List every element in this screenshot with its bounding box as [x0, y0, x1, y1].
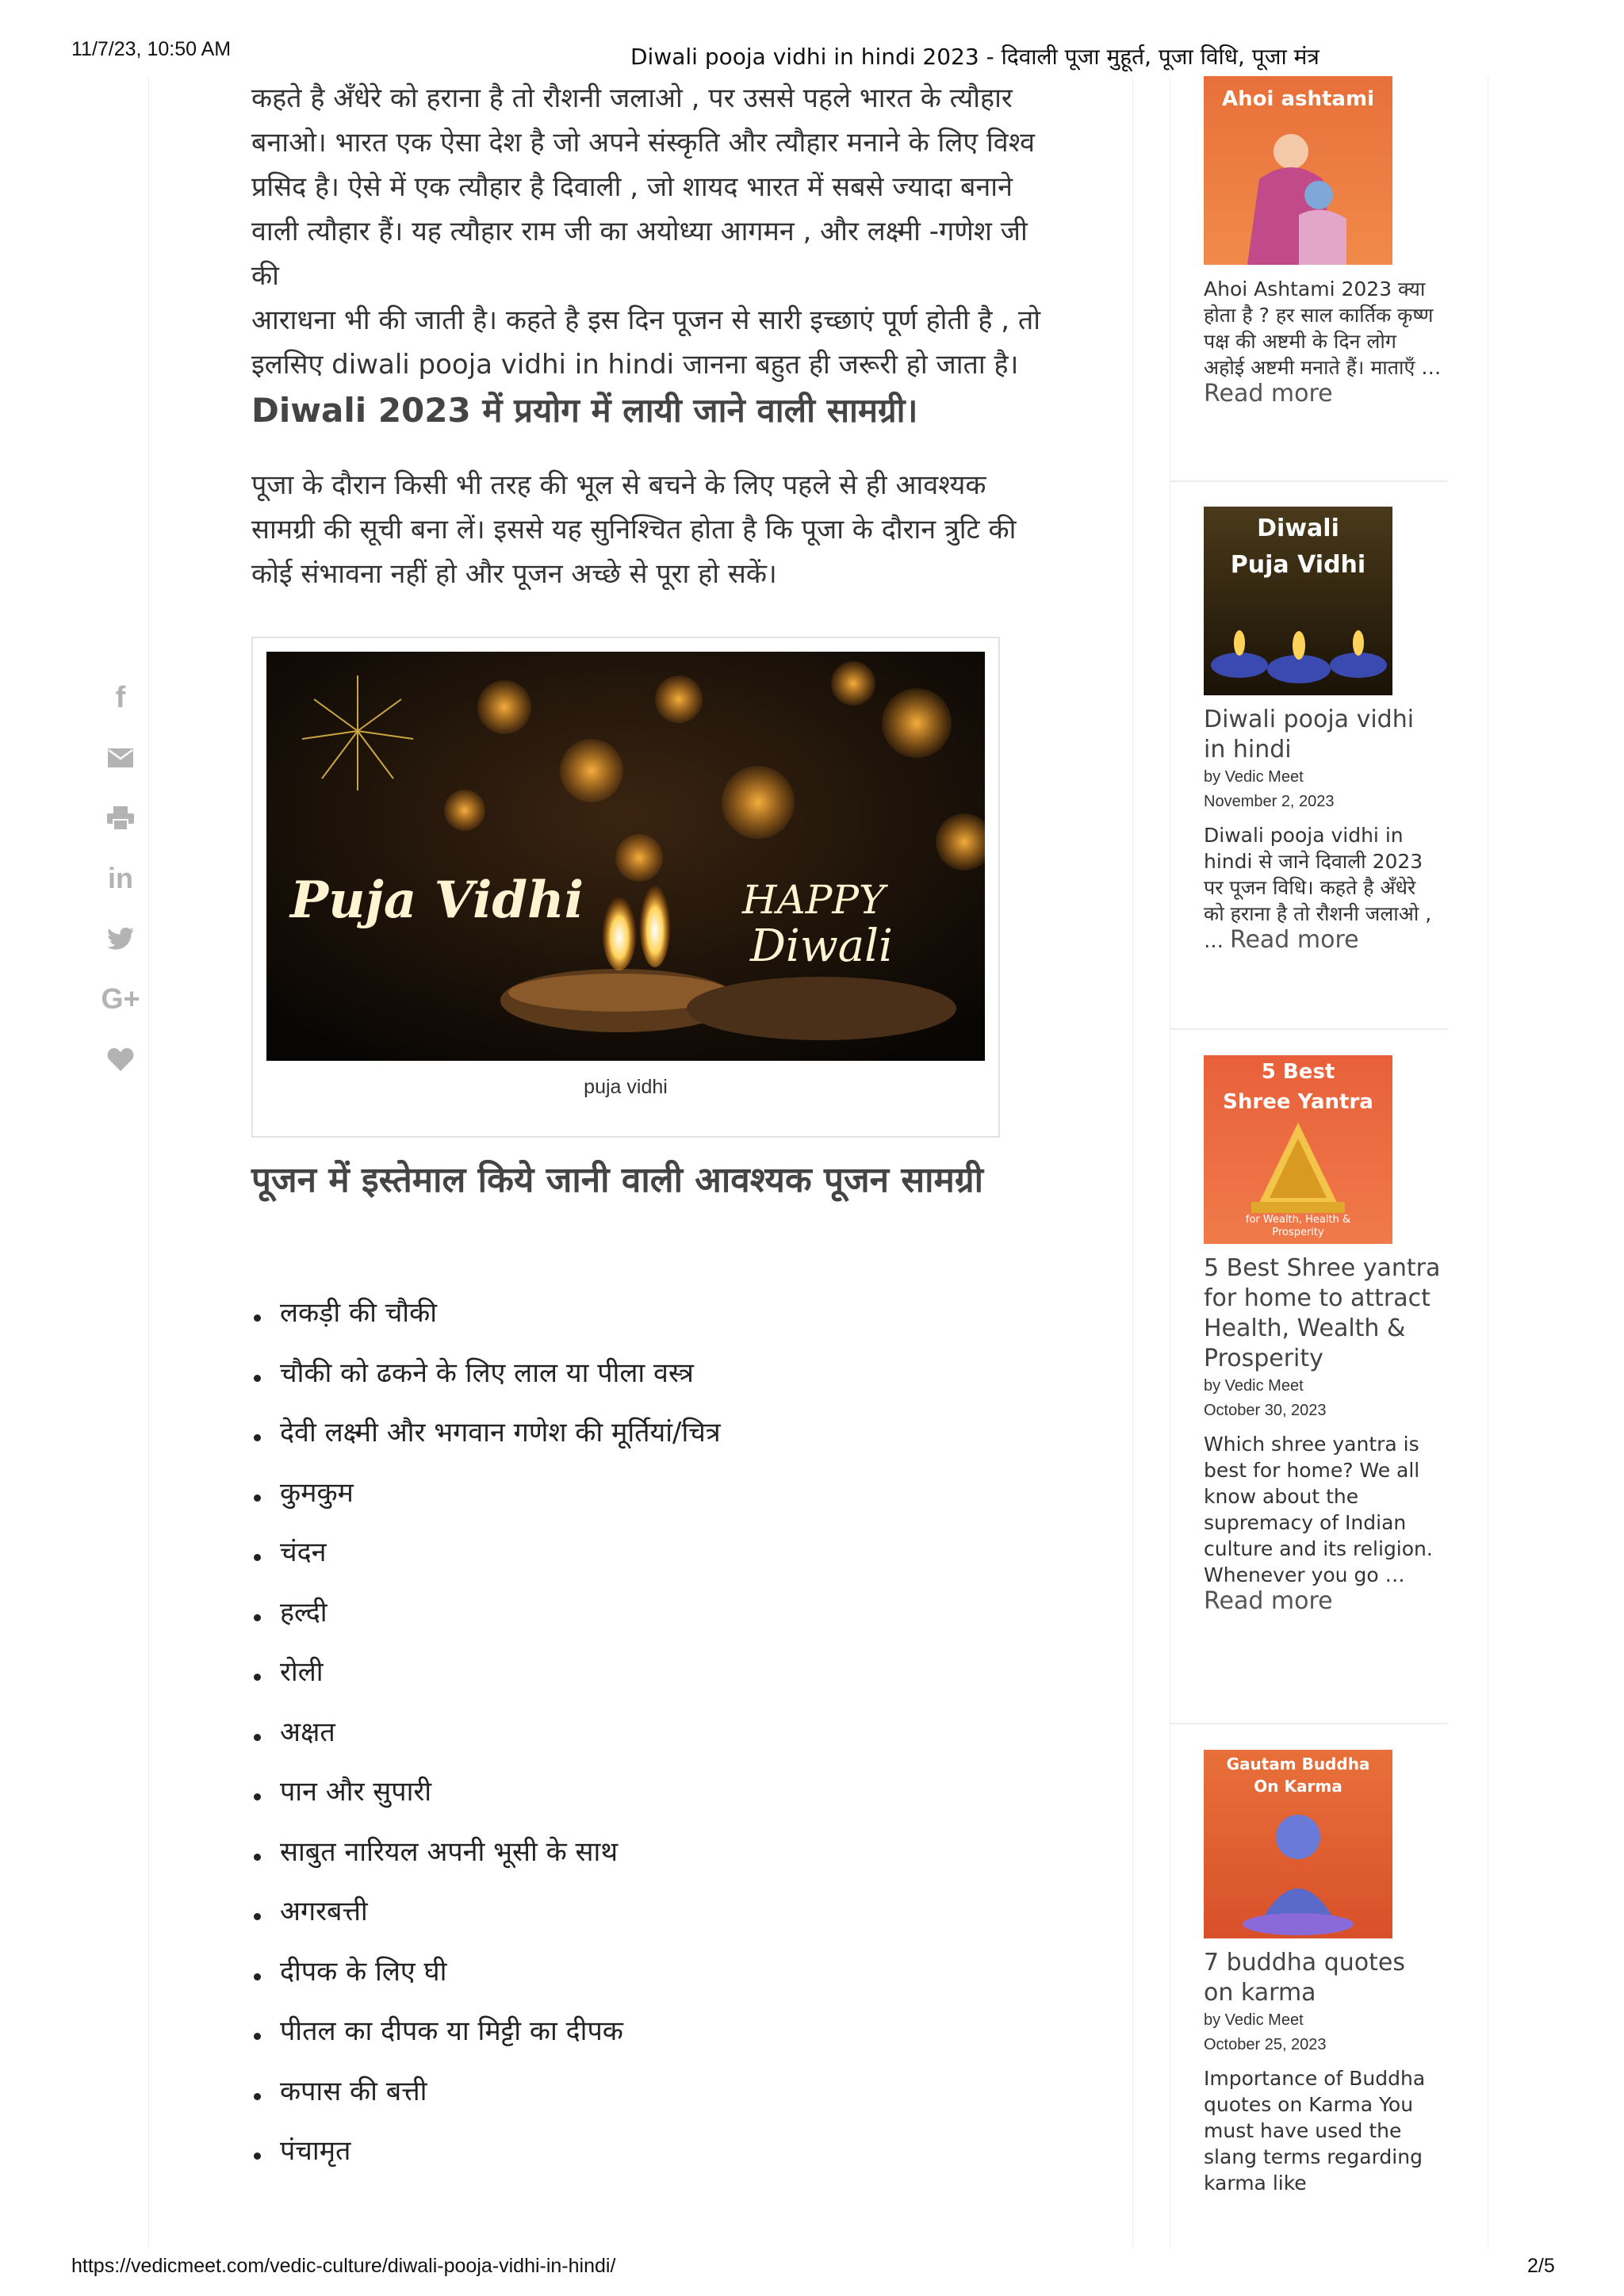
post-excerpt — [1204, 276, 1442, 408]
list-item: साबुत नारियल अपनी भूसी के साथ — [251, 1836, 721, 1896]
heart-icon[interactable] — [89, 1039, 152, 1079]
sidebar-post-shree-yantra[interactable] — [1204, 1055, 1442, 1615]
sidebar-post-ahoi-ashtami[interactable] — [1204, 76, 1442, 408]
sidebar-post-buddha-quotes[interactable] — [1204, 1750, 1442, 2196]
list-item: पंचामृत — [251, 2135, 721, 2195]
facebook-icon[interactable]: f — [115, 680, 126, 714]
shree-yantra-thumbnail[interactable] — [1204, 1055, 1392, 1244]
linkedin-icon[interactable]: in — [108, 862, 133, 894]
puja-vidhi-image[interactable] — [266, 652, 985, 1061]
post-title[interactable]: Diwali pooja vidhi in hindi — [1204, 706, 1415, 763]
intro-line: इलसिए diwali pooja vidhi in hindi जानना बहुत ही जरूरी हो जाता है। — [251, 349, 1019, 381]
ahoi-ashtami-thumbnail[interactable] — [1204, 76, 1392, 265]
article-intro — [251, 76, 1052, 387]
intro-line: आराधना भी की जाती है। कहते है इस दिन पूजन से सारी इच्छाएं पूर्ण होती है , तो — [251, 304, 1041, 336]
figure-text-diwali: Diwali — [750, 920, 893, 972]
post-title[interactable]: 7 buddha quotes on karma — [1204, 1949, 1405, 2007]
email-icon[interactable] — [89, 738, 152, 778]
post-excerpt — [1204, 1431, 1442, 1615]
read-more-link[interactable]: Read more — [1204, 1587, 1333, 1615]
post-date: November 2, 2023 — [1204, 793, 1335, 810]
sidebar-post-diwali-pooja[interactable] — [1204, 507, 1442, 954]
sidebar-divider — [1170, 480, 1447, 482]
list-item: कुमकुम — [251, 1477, 721, 1537]
sidebar-divider — [1170, 1028, 1447, 1030]
print-date: 11/7/23, 10:50 AM — [71, 38, 232, 60]
figure-caption: puja vidhi — [584, 1076, 668, 1098]
pujan-heading: पूजन में इस्तेमाल किये जानी वाली आवश्यक पूजन सामग्री — [251, 1160, 984, 1200]
list-item: रोली — [251, 1656, 721, 1716]
list-item: पीतल का दीपक या मिट्टी का दीपक — [251, 2015, 721, 2076]
post-date: October 25, 2023 — [1204, 2036, 1327, 2053]
thumb-label: Diwali — [1257, 515, 1339, 542]
post-date: October 30, 2023 — [1204, 1402, 1327, 1419]
post-author: by Vedic Meet — [1204, 2011, 1304, 2029]
list-item: अगरबत्ती — [251, 1896, 721, 1956]
intro-line: बनाओ। भारत एक ऐसा देश है जो अपने संस्कृति और त्यौहार मनाने के लिए विश्व — [251, 127, 1036, 159]
thumb-label: On Karma — [1254, 1777, 1342, 1796]
read-more-link[interactable]: Read more — [1204, 380, 1333, 408]
excerpt-text: Ahoi Ashtami 2023 क्या होता है ? हर साल कार्तिक कृष्ण पक्ष की अष्टमी के दिन लोग अहोई अष्टमी मनाते हैं। माताएँ … — [1204, 277, 1442, 379]
samagri-paragraph: पूजा के दौरान किसी भी तरह की भूल से बचने के लिए पहले से ही आवश्यक सामग्री की सूची बना लें। इससे यह सुनिश्चित होता है कि पूजा के दौरान त्रुटि की कोई संभावना नहीं हो और पूजन अच्छे से पूरा हो सकें। — [251, 469, 1017, 590]
thumb-label: 5 Best — [1261, 1060, 1335, 1084]
print-url: https://vedicmeet.com/vedic-culture/diwali-pooja-vidhi-in-hindi/ — [71, 2255, 616, 2277]
diwali-puja-thumbnail[interactable] — [1204, 507, 1392, 695]
twitter-icon[interactable] — [89, 919, 152, 959]
pujan-samagri-list — [251, 1297, 721, 2195]
sidebar-divider — [1170, 1723, 1447, 1724]
list-item: देवी लक्ष्मी और भगवान गणेश की मूर्तियां/चित्र — [251, 1417, 721, 1477]
post-excerpt — [1204, 822, 1442, 954]
read-more-link[interactable]: Read more — [1229, 926, 1359, 954]
thumb-label: Puja Vidhi — [1230, 551, 1366, 579]
list-item: पान और सुपारी — [251, 1776, 721, 1836]
print-page-number: 2/5 — [1527, 2255, 1555, 2277]
print-icon[interactable] — [89, 798, 152, 838]
buddha-thumbnail[interactable] — [1204, 1750, 1392, 1938]
list-item: दीपक के लिए घी — [251, 1956, 721, 2016]
intro-line: प्रसिद है। ऐसे में एक त्यौहार है दिवाली , जो शायद भारत में सबसे ज्यादा बनाने — [251, 171, 1013, 203]
thumb-label: Ahoi ashtami — [1222, 87, 1374, 111]
figure-text-puja-vidhi: Puja Vidhi — [290, 871, 584, 930]
thumb-label: for Wealth, Health & Prosperity — [1245, 1214, 1351, 1238]
post-author: by Vedic Meet — [1204, 1377, 1304, 1395]
intro-line: कहते है अँधेरे को हराना है तो रौशनी जलाओ , पर उससे पहले भारत के त्यौहार — [251, 82, 1013, 114]
list-item: चौकी को ढकने के लिए लाल या पीला वस्त्र — [251, 1357, 721, 1418]
post-author: by Vedic Meet — [1204, 768, 1304, 786]
post-title[interactable]: 5 Best Shree yantra for home to attract Health, Wealth & Prosperity — [1204, 1254, 1441, 1372]
google-plus-icon[interactable]: G+ — [101, 982, 140, 1015]
list-item: लकड़ी की चौकी — [251, 1297, 721, 1357]
intro-line: वाली त्यौहार हैं। यह त्यौहार राम जी का अयोध्या आगमन , और लक्ष्मी -गणेश जी की — [251, 216, 1028, 292]
list-item: हल्दी — [251, 1597, 721, 1657]
list-item: कपास की बत्ती — [251, 2076, 721, 2136]
figure-text-happy: HAPPY — [741, 877, 886, 923]
list-item: चंदन — [251, 1536, 721, 1597]
article-figure — [251, 637, 1000, 1138]
print-page-title: Diwali pooja vidhi in hindi 2023 - दिवाली पूजा मुहूर्त, पूजा विधि, पूजा मंत्र — [630, 44, 1320, 70]
thumb-label: Shree Yantra — [1223, 1090, 1373, 1114]
excerpt-text: Which shree yantra is best for home? We all know about the supremacy of Indian culture and its religion. Whenever you go … — [1204, 1433, 1433, 1586]
thumb-label: Gautam Buddha — [1226, 1755, 1370, 1774]
samagri-heading: Diwali 2023 में प्रयोग में लायी जाने वाली सामग्री। — [251, 391, 918, 430]
post-excerpt: Importance of Buddha quotes on Karma You must have used the slang terms regarding karma like — [1204, 2067, 1426, 2195]
excerpt-text: Diwali pooja vidhi in hindi से जाने दिवाली 2023 पर पूजन विधि। कहते है अँधेरे को हराना है तो रौशनी जलाओ , … — [1204, 824, 1432, 952]
list-item: अक्षत — [251, 1716, 721, 1777]
